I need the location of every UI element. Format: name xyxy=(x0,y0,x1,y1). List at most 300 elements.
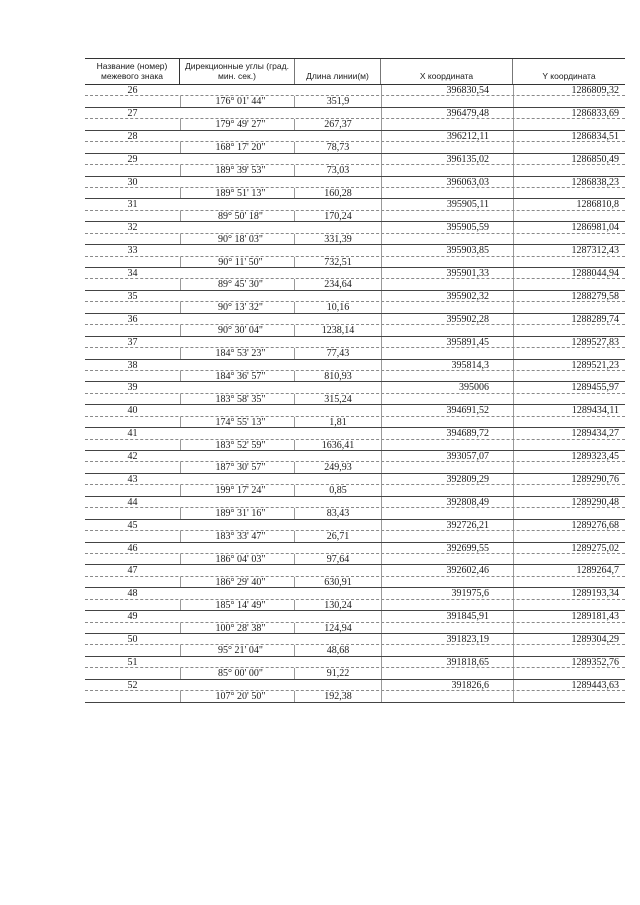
point-row xyxy=(85,611,625,622)
segment-row xyxy=(85,485,625,496)
y-coordinate: 1289434,27 xyxy=(513,428,625,438)
x-coordinate: 391845,91 xyxy=(381,611,513,621)
empty-cell xyxy=(381,417,513,427)
x-coordinate: 396830,54 xyxy=(381,85,513,95)
line-length: 732,51 xyxy=(294,257,381,267)
empty-cell xyxy=(513,554,625,564)
segment-row xyxy=(85,348,625,359)
segment-row xyxy=(85,165,625,176)
segment-row xyxy=(85,211,625,222)
empty-cell xyxy=(381,623,513,633)
direction-angle: 85° 00' 00" xyxy=(180,668,294,678)
empty-cell xyxy=(513,485,625,495)
empty-cell xyxy=(85,508,180,518)
empty-cell xyxy=(513,119,625,129)
point-number: 47 xyxy=(127,565,138,576)
x-coordinate: 395905,11 xyxy=(381,199,513,209)
x-coordinate: 391975,6 xyxy=(381,588,513,598)
point-row xyxy=(85,108,625,119)
point-number: 41 xyxy=(127,428,138,439)
empty-cell xyxy=(513,165,625,175)
empty-cell xyxy=(513,623,625,633)
direction-angle: 176° 01' 44" xyxy=(180,96,294,106)
x-coordinate: 392808,49 xyxy=(381,497,513,507)
y-coordinate: 1289527,83 xyxy=(513,337,625,347)
line-length: 0,85 xyxy=(294,485,381,495)
empty-cell xyxy=(294,405,381,415)
x-coordinate: 394689,72 xyxy=(381,428,513,438)
point-number: 48 xyxy=(127,588,138,599)
empty-cell xyxy=(180,428,294,438)
empty-cell xyxy=(85,234,180,244)
point-row xyxy=(85,474,625,485)
direction-angle: 90° 11' 50" xyxy=(180,257,294,267)
segment-row xyxy=(85,645,625,656)
empty-cell xyxy=(381,165,513,175)
empty-cell xyxy=(513,645,625,655)
point-number: 32 xyxy=(127,222,138,233)
point-row xyxy=(85,245,625,256)
empty-cell xyxy=(180,108,294,118)
table-body xyxy=(85,85,625,703)
empty-cell xyxy=(180,337,294,347)
y-coordinate: 1289443,63 xyxy=(513,680,625,690)
empty-cell xyxy=(294,314,381,324)
empty-cell xyxy=(294,268,381,278)
empty-cell xyxy=(381,371,513,381)
direction-angle: 187° 30' 57" xyxy=(180,462,294,472)
direction-angle: 189° 31' 16" xyxy=(180,508,294,518)
direction-angle: 90° 13' 32" xyxy=(180,302,294,312)
line-length: 26,71 xyxy=(294,531,381,541)
y-coordinate: 1289290,76 xyxy=(513,474,625,484)
empty-cell xyxy=(294,85,381,95)
y-coordinate: 1289521,23 xyxy=(513,360,625,370)
x-coordinate: 395905,59 xyxy=(381,222,513,232)
empty-cell xyxy=(294,360,381,370)
direction-angle: 183° 52' 59" xyxy=(180,440,294,450)
empty-cell xyxy=(85,142,180,152)
empty-cell xyxy=(513,691,625,701)
empty-cell xyxy=(294,199,381,209)
empty-cell xyxy=(513,279,625,289)
empty-cell xyxy=(513,371,625,381)
y-coordinate: 1289276,68 xyxy=(513,520,625,530)
point-number: 40 xyxy=(127,405,138,416)
line-length: 1238,14 xyxy=(294,325,381,335)
line-length: 192,38 xyxy=(294,691,381,701)
point-number: 34 xyxy=(127,268,138,279)
line-length: 331,39 xyxy=(294,234,381,244)
segment-row xyxy=(85,668,625,679)
empty-cell xyxy=(294,131,381,141)
empty-cell xyxy=(180,245,294,255)
empty-cell xyxy=(180,177,294,187)
x-coordinate: 392699,55 xyxy=(381,543,513,553)
empty-cell xyxy=(85,119,180,129)
empty-cell xyxy=(85,623,180,633)
point-number: 30 xyxy=(127,176,138,187)
point-row xyxy=(85,131,625,142)
header-line-length: Длина линии(м) xyxy=(294,59,381,84)
empty-cell xyxy=(180,360,294,370)
point-number: 35 xyxy=(127,290,138,302)
line-length: 97,64 xyxy=(294,554,381,564)
y-coordinate: 1286834,51 xyxy=(513,131,625,141)
line-length: 351,9 xyxy=(294,96,381,106)
direction-angle: 174° 55' 13" xyxy=(180,417,294,427)
point-row xyxy=(85,314,625,325)
header-direction-angle: Дирекционные углы (град. мин. сек.) xyxy=(185,61,289,81)
empty-cell xyxy=(85,211,180,221)
empty-cell xyxy=(180,85,294,95)
line-length: 170,24 xyxy=(294,211,381,221)
empty-cell xyxy=(381,257,513,267)
segment-row xyxy=(85,279,625,290)
y-coordinate: 1287312,43 xyxy=(513,245,625,255)
line-length: 124,94 xyxy=(294,623,381,633)
line-length: 630,91 xyxy=(294,577,381,587)
y-coordinate: 1289290,48 xyxy=(513,497,625,507)
empty-cell xyxy=(180,268,294,278)
direction-angle: 89° 50' 18" xyxy=(180,211,294,221)
point-row xyxy=(85,382,625,393)
empty-cell xyxy=(294,497,381,507)
point-number: 44 xyxy=(127,496,138,508)
line-length: 1,81 xyxy=(294,417,381,427)
point-number: 50 xyxy=(127,634,138,645)
line-length: 1636,41 xyxy=(294,440,381,450)
empty-cell xyxy=(381,188,513,198)
empty-cell xyxy=(513,142,625,152)
empty-cell xyxy=(180,497,294,507)
point-row xyxy=(85,360,625,371)
direction-angle: 90° 30' 04" xyxy=(180,325,294,335)
empty-cell xyxy=(85,691,180,701)
point-row xyxy=(85,497,625,508)
empty-cell xyxy=(513,257,625,267)
point-number: 28 xyxy=(127,130,138,142)
empty-cell xyxy=(180,451,294,461)
empty-cell xyxy=(381,577,513,587)
line-length: 130,24 xyxy=(294,600,381,610)
x-coordinate: 394691,52 xyxy=(381,405,513,415)
y-coordinate: 1286809,32 xyxy=(513,85,625,95)
empty-cell xyxy=(381,394,513,404)
empty-cell xyxy=(180,611,294,621)
line-length: 91,22 xyxy=(294,668,381,678)
point-row xyxy=(85,520,625,531)
empty-cell xyxy=(85,279,180,289)
empty-cell xyxy=(381,348,513,358)
empty-cell xyxy=(513,600,625,610)
line-length: 234,64 xyxy=(294,279,381,289)
x-coordinate: 391826,6 xyxy=(381,680,513,690)
x-coordinate: 395902,28 xyxy=(381,314,513,324)
empty-cell xyxy=(294,154,381,164)
empty-cell xyxy=(513,211,625,221)
segment-row xyxy=(85,417,625,428)
empty-cell xyxy=(294,451,381,461)
y-coordinate: 1286810,8 xyxy=(513,199,625,209)
header-point-name: Название (номер) межевого знака xyxy=(85,59,180,84)
line-length: 73,03 xyxy=(294,165,381,175)
empty-cell xyxy=(381,554,513,564)
empty-cell xyxy=(85,485,180,495)
empty-cell xyxy=(85,165,180,175)
y-coordinate: 1289434,11 xyxy=(513,405,625,415)
empty-cell xyxy=(381,531,513,541)
empty-cell xyxy=(180,474,294,484)
empty-cell xyxy=(513,96,625,106)
x-coordinate: 395891,45 xyxy=(381,337,513,347)
empty-cell xyxy=(85,668,180,678)
y-coordinate: 1289181,43 xyxy=(513,611,625,621)
empty-cell xyxy=(85,554,180,564)
empty-cell xyxy=(180,565,294,575)
y-coordinate: 1289455,97 xyxy=(513,382,625,392)
table-header xyxy=(85,58,625,85)
empty-cell xyxy=(381,600,513,610)
empty-cell xyxy=(85,348,180,358)
point-row xyxy=(85,565,625,576)
empty-cell xyxy=(381,142,513,152)
empty-cell xyxy=(85,302,180,312)
direction-angle: 189° 51' 13" xyxy=(180,188,294,198)
segment-row xyxy=(85,119,625,130)
point-number: 45 xyxy=(127,519,138,531)
empty-cell xyxy=(294,565,381,575)
direction-angle: 183° 33' 47" xyxy=(180,531,294,541)
empty-cell xyxy=(381,279,513,289)
point-row xyxy=(85,680,625,691)
empty-cell xyxy=(513,234,625,244)
empty-cell xyxy=(513,188,625,198)
empty-cell xyxy=(85,96,180,106)
direction-angle: 89° 45' 30" xyxy=(180,279,294,289)
direction-angle: 95° 21' 04" xyxy=(180,645,294,655)
point-row xyxy=(85,268,625,279)
empty-cell xyxy=(381,691,513,701)
direction-angle: 90° 18' 03" xyxy=(180,234,294,244)
segment-row xyxy=(85,554,625,565)
empty-cell xyxy=(381,668,513,678)
direction-angle: 186° 29' 40" xyxy=(180,577,294,587)
line-length: 48,68 xyxy=(294,645,381,655)
point-row xyxy=(85,588,625,599)
point-number: 46 xyxy=(127,542,138,553)
empty-cell xyxy=(381,211,513,221)
point-row xyxy=(85,177,625,188)
boundary-coordinates-table xyxy=(85,58,625,703)
empty-cell xyxy=(180,657,294,667)
line-length: 810,93 xyxy=(294,371,381,381)
empty-cell xyxy=(513,417,625,427)
segment-row xyxy=(85,440,625,451)
empty-cell xyxy=(381,325,513,335)
empty-cell xyxy=(180,199,294,209)
x-coordinate: 396135,02 xyxy=(381,154,513,164)
y-coordinate: 1288044,94 xyxy=(513,268,625,278)
point-row xyxy=(85,543,625,554)
segment-row xyxy=(85,142,625,153)
y-coordinate: 1289304,29 xyxy=(513,634,625,644)
point-number: 33 xyxy=(127,245,138,256)
empty-cell xyxy=(85,188,180,198)
direction-angle: 189° 39' 53" xyxy=(180,165,294,175)
segment-row xyxy=(85,394,625,405)
line-length: 77,43 xyxy=(294,348,381,358)
y-coordinate: 1289352,76 xyxy=(513,657,625,667)
x-coordinate: 395902,32 xyxy=(381,291,513,301)
empty-cell xyxy=(85,371,180,381)
empty-cell xyxy=(180,154,294,164)
empty-cell xyxy=(85,257,180,267)
segment-row xyxy=(85,234,625,245)
direction-angle: 199° 17' 24" xyxy=(180,485,294,495)
empty-cell xyxy=(513,531,625,541)
empty-cell xyxy=(381,485,513,495)
empty-cell xyxy=(513,462,625,472)
empty-cell xyxy=(85,462,180,472)
empty-cell xyxy=(294,634,381,644)
point-number: 39 xyxy=(127,382,138,393)
segment-row xyxy=(85,577,625,588)
point-number: 27 xyxy=(127,107,138,119)
segment-row xyxy=(85,371,625,382)
y-coordinate: 1286981,04 xyxy=(513,222,625,232)
empty-cell xyxy=(294,543,381,553)
x-coordinate: 393057,07 xyxy=(381,451,513,461)
direction-angle: 184° 36' 57" xyxy=(180,371,294,381)
point-number: 31 xyxy=(127,199,138,210)
point-row xyxy=(85,154,625,165)
direction-angle: 107° 20' 50" xyxy=(180,691,294,701)
empty-cell xyxy=(513,577,625,587)
empty-cell xyxy=(180,520,294,530)
header-y-coordinate: Y координата xyxy=(542,71,596,81)
line-length: 78,73 xyxy=(294,142,381,152)
empty-cell xyxy=(513,325,625,335)
y-coordinate: 1289323,45 xyxy=(513,451,625,461)
point-number: 43 xyxy=(127,473,138,485)
empty-cell xyxy=(513,348,625,358)
empty-cell xyxy=(85,531,180,541)
x-coordinate: 392809,29 xyxy=(381,474,513,484)
point-row xyxy=(85,85,625,96)
x-coordinate: 391823,19 xyxy=(381,634,513,644)
empty-cell xyxy=(294,382,381,392)
empty-cell xyxy=(294,520,381,530)
point-number: 37 xyxy=(127,336,138,348)
segment-row xyxy=(85,600,625,611)
line-length: 83,43 xyxy=(294,508,381,518)
empty-cell xyxy=(294,245,381,255)
x-coordinate: 396479,48 xyxy=(381,108,513,118)
empty-cell xyxy=(180,131,294,141)
point-number: 26 xyxy=(127,85,138,96)
empty-cell xyxy=(85,325,180,335)
line-length: 249,93 xyxy=(294,462,381,472)
empty-cell xyxy=(85,417,180,427)
point-row xyxy=(85,657,625,668)
empty-cell xyxy=(513,440,625,450)
x-coordinate: 395814,3 xyxy=(381,360,513,370)
y-coordinate: 1289193,34 xyxy=(513,588,625,598)
empty-cell xyxy=(294,291,381,301)
segment-row xyxy=(85,623,625,634)
direction-angle: 184° 53' 23" xyxy=(180,348,294,358)
empty-cell xyxy=(381,96,513,106)
line-length: 10,16 xyxy=(294,302,381,312)
point-row xyxy=(85,634,625,645)
header-x-coordinate: X координата xyxy=(381,59,513,84)
x-coordinate: 395903,85 xyxy=(381,245,513,255)
direction-angle: 186° 04' 03" xyxy=(180,554,294,564)
empty-cell xyxy=(180,588,294,598)
x-coordinate: 392602,46 xyxy=(381,565,513,575)
empty-cell xyxy=(85,645,180,655)
empty-cell xyxy=(294,657,381,667)
segment-row xyxy=(85,302,625,313)
empty-cell xyxy=(294,474,381,484)
empty-cell xyxy=(381,234,513,244)
line-length: 315,24 xyxy=(294,394,381,404)
segment-row xyxy=(85,691,625,702)
point-number: 52 xyxy=(127,679,138,691)
direction-angle: 179° 49' 27" xyxy=(180,119,294,129)
y-coordinate: 1286850,49 xyxy=(513,154,625,164)
x-coordinate: 395006 xyxy=(381,382,513,392)
segment-row xyxy=(85,531,625,542)
empty-cell xyxy=(381,462,513,472)
empty-cell xyxy=(381,302,513,312)
empty-cell xyxy=(513,668,625,678)
y-coordinate: 1289275,02 xyxy=(513,543,625,553)
y-coordinate: 1288279,58 xyxy=(513,291,625,301)
point-number: 38 xyxy=(127,359,138,370)
empty-cell xyxy=(180,382,294,392)
point-number: 29 xyxy=(127,153,138,165)
x-coordinate: 396063,03 xyxy=(381,177,513,187)
empty-cell xyxy=(85,440,180,450)
point-row xyxy=(85,291,625,302)
empty-cell xyxy=(513,508,625,518)
segment-row xyxy=(85,257,625,268)
empty-cell xyxy=(180,634,294,644)
empty-cell xyxy=(180,405,294,415)
point-row xyxy=(85,451,625,462)
empty-cell xyxy=(294,222,381,232)
x-coordinate: 396212,11 xyxy=(381,131,513,141)
segment-row xyxy=(85,96,625,107)
point-row xyxy=(85,199,625,210)
segment-row xyxy=(85,508,625,519)
point-row xyxy=(85,428,625,439)
point-number: 51 xyxy=(127,656,138,668)
empty-cell xyxy=(294,680,381,690)
point-number: 49 xyxy=(127,611,138,622)
empty-cell xyxy=(294,611,381,621)
point-row xyxy=(85,405,625,416)
point-row xyxy=(85,222,625,233)
empty-cell xyxy=(381,508,513,518)
empty-cell xyxy=(294,337,381,347)
empty-cell xyxy=(294,108,381,118)
direction-angle: 168° 17' 20" xyxy=(180,142,294,152)
point-number: 42 xyxy=(127,451,138,462)
empty-cell xyxy=(381,645,513,655)
